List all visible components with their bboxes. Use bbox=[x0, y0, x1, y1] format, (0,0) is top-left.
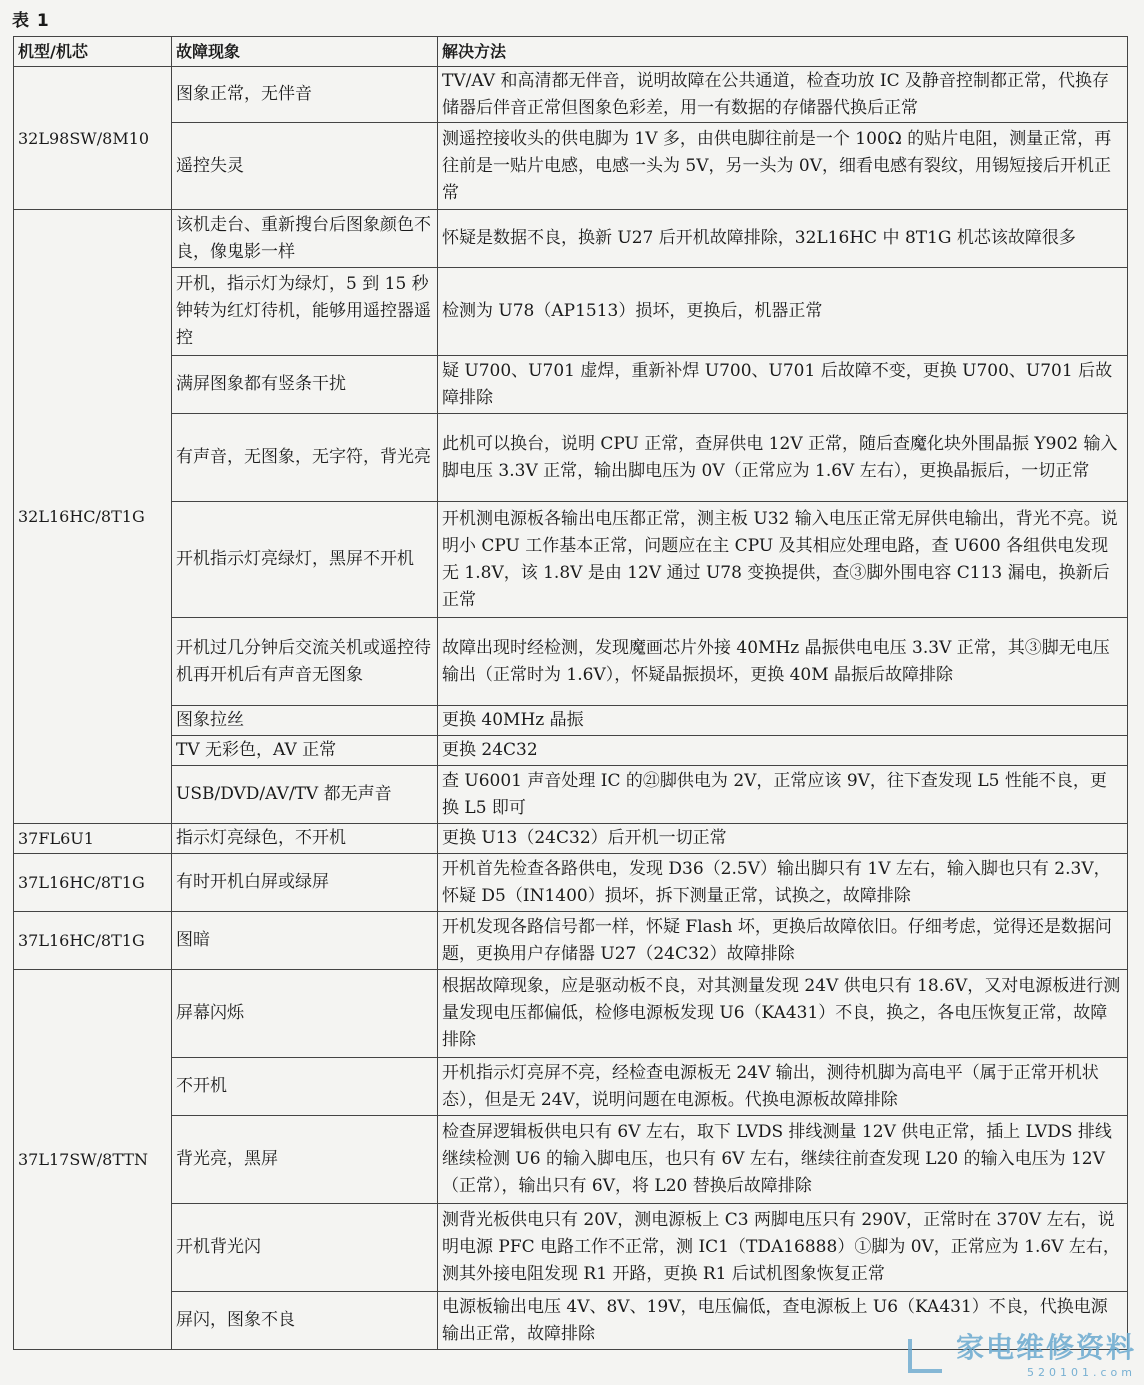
table-row bbox=[14, 854, 1128, 912]
table-row bbox=[14, 824, 1128, 854]
model-cell: 37L16HC/8T1G bbox=[14, 854, 172, 912]
solution-cell: TV/AV 和高清都无伴音，说明故障在公共通道，检查功放 IC 及静音控制都正常，代换存储器后伴音正常但图象色彩差，用一有数据的存储器代换后正常 bbox=[438, 67, 1128, 123]
model-cell: 32L16HC/8T1G bbox=[14, 210, 172, 824]
symptom-cell: 开机过几分钟后交流关机或遥控待机再开机后有声音无图象 bbox=[172, 618, 438, 706]
symptom-cell: 开机背光闪 bbox=[172, 1204, 438, 1292]
table-row bbox=[14, 736, 1128, 766]
repair-table bbox=[13, 36, 1128, 1350]
symptom-cell: 开机，指示灯为绿灯，5 到 15 秒钟转为红灯待机，能够用遥控器遥控 bbox=[172, 268, 438, 356]
solution-cell: 查 U6001 声音处理 IC 的㉑脚供电为 2V，正常应该 9V，往下查发现 L5 性能不良，更换 L5 即可 bbox=[438, 766, 1128, 824]
table-row bbox=[14, 67, 1128, 123]
symptom-cell: 满屏图象都有竖条干扰 bbox=[172, 356, 438, 414]
model-cell: 37L16HC/8T1G bbox=[14, 912, 172, 970]
solution-cell: 怀疑是数据不良，换新 U27 后开机故障排除，32L16HC 中 8T1G 机芯该故障很多 bbox=[438, 210, 1128, 268]
symptom-cell: 有时开机白屏或绿屏 bbox=[172, 854, 438, 912]
table-row bbox=[14, 356, 1128, 414]
symptom-cell: USB/DVD/AV/TV 都无声音 bbox=[172, 766, 438, 824]
table-header bbox=[14, 37, 1128, 67]
symptom-cell: 该机走台、重新搜台后图象颜色不良，像鬼影一样 bbox=[172, 210, 438, 268]
table-caption: 表 1 bbox=[12, 11, 50, 31]
symptom-cell: 屏闪，图象不良 bbox=[172, 1292, 438, 1350]
symptom-cell: 屏幕闪烁 bbox=[172, 970, 438, 1058]
solution-cell: 更换 24C32 bbox=[438, 736, 1128, 766]
solution-cell: 更换 40MHz 晶振 bbox=[438, 706, 1128, 736]
solution-cell: 开机首先检查各路供电，发现 D36（2.5V）输出脚只有 1V 左右，输入脚也只有 2.3V，怀疑 D5（IN1400）损坏，拆下测量正常，试换之，故障排除 bbox=[438, 854, 1128, 912]
symptom-cell: 图象正常，无伴音 bbox=[172, 67, 438, 123]
solution-cell: 开机发现各路信号都一样，怀疑 Flash 坏，更换后故障依旧。仔细考虑，觉得还是数据问题，更换用户存储器 U27（24C32）故障排除 bbox=[438, 912, 1128, 970]
solution-cell: 测背光板供电只有 20V，测电源板上 C3 两脚电压只有 290V，正常时在 370V 左右，说明电源 PFC 电路工作不正常，测 IC1（TDA16888）①脚为 0V，正常应为 1.6V 左右，测其外接电阻发现 R1 开路，更换 R1 后试机图象恢复正常 bbox=[438, 1204, 1128, 1292]
solution-cell: 根据故障现象，应是驱动板不良，对其测量发现 24V 供电只有 18.6V，又对电源板进行测量发现电压都偏低，检修电源板发现 U6（KA431）不良，换之，各电压恢复正常，故障排除 bbox=[438, 970, 1128, 1058]
table-row bbox=[14, 912, 1128, 970]
model-cell: 37FL6U1 bbox=[14, 824, 172, 854]
solution-cell: 开机指示灯亮屏不亮，经检查电源板无 24V 输出，测待机脚为高电平（属于正常开机状态），但是无 24V，说明问题在电源板。代换电源板故障排除 bbox=[438, 1058, 1128, 1116]
symptom-cell: 不开机 bbox=[172, 1058, 438, 1116]
solution-cell: 疑 U700、U701 虚焊，重新补焊 U700、U701 后故障不变，更换 U700、U701 后故障排除 bbox=[438, 356, 1128, 414]
table-row bbox=[14, 706, 1128, 736]
table-row bbox=[14, 268, 1128, 356]
solution-cell: 更换 U13（24C32）后开机一切正常 bbox=[438, 824, 1128, 854]
watermark-text: 家电维修资料 bbox=[955, 1331, 1136, 1364]
symptom-cell: 遥控失灵 bbox=[172, 123, 438, 210]
table-row bbox=[14, 502, 1128, 618]
table-row bbox=[14, 970, 1128, 1058]
symptom-cell: 背光亮，黑屏 bbox=[172, 1116, 438, 1204]
table-row bbox=[14, 1116, 1128, 1204]
header-row bbox=[14, 37, 1128, 67]
symptom-cell: 有声音，无图象，无字符，背光亮 bbox=[172, 414, 438, 502]
solution-cell: 故障出现时经检测，发现魔画芯片外接 40MHz 晶振供电电压 3.3V 正常，其③脚无电压输出（正常时为 1.6V），怀疑晶振损坏，更换 40M 晶振后故障排除 bbox=[438, 618, 1128, 706]
model-cell: 32L98SW/8M10 bbox=[14, 67, 172, 210]
table-body bbox=[14, 67, 1128, 1350]
solution-cell: 检查屏逻辑板供电只有 6V 左右，取下 LVDS 排线测量 12V 供电正常，插上 LVDS 排线继续检测 U6 的输入脚电压，也只有 6V 左右，继续往前查发现 L20 的输入电压为 12V（正常），输出只有 6V，将 L20 替换后故障排除 bbox=[438, 1116, 1128, 1204]
table-row bbox=[14, 766, 1128, 824]
model-cell: 37L17SW/8TTN bbox=[14, 970, 172, 1350]
symptom-cell: 指示灯亮绿色，不开机 bbox=[172, 824, 438, 854]
table-row bbox=[14, 1058, 1128, 1116]
table-row bbox=[14, 123, 1128, 210]
solution-cell: 电源板输出电压 4V、8V、19V，电压偏低，查电源板上 U6（KA431）不良，代换电源输出正常，故障排除 bbox=[438, 1292, 1128, 1350]
table-row bbox=[14, 618, 1128, 706]
table-row bbox=[14, 1204, 1128, 1292]
solution-cell: 开机测电源板各输出电压都正常，测主板 U32 输入电压正常无屏供电输出，背光不亮。说明小 CPU 工作基本正常，问题应在主 CPU 及其相应处理电路，查 U600 各组供电发现无 1.8V，该 1.8V 是由 12V 通过 U78 变换提供，查③脚外围电容 C113 漏电，换新后正常 bbox=[438, 502, 1128, 618]
symptom-cell: TV 无彩色，AV 正常 bbox=[172, 736, 438, 766]
symptom-cell: 图暗 bbox=[172, 912, 438, 970]
table-row bbox=[14, 414, 1128, 502]
solution-cell: 检测为 U78（AP1513）损坏，更换后，机器正常 bbox=[438, 268, 1128, 356]
header-symptom: 故障现象 bbox=[172, 37, 438, 67]
table-row bbox=[14, 1292, 1128, 1350]
solution-cell: 测遥控接收头的供电脚为 1V 多，由供电脚往前是一个 100Ω 的贴片电阻，测量正常，再往前是一贴片电感，电感一头为 5V，另一头为 0V，细看电感有裂纹，用锡短接后开机正常 bbox=[438, 123, 1128, 210]
header-model: 机型/机芯 bbox=[14, 37, 172, 67]
symptom-cell: 开机指示灯亮绿灯，黑屏不开机 bbox=[172, 502, 438, 618]
header-solution: 解决方法 bbox=[438, 37, 1128, 67]
symptom-cell: 图象拉丝 bbox=[172, 706, 438, 736]
watermark-url: 520101.com bbox=[1027, 1366, 1136, 1379]
table-row bbox=[14, 210, 1128, 268]
solution-cell: 此机可以换台，说明 CPU 正常，查屏供电 12V 正常，随后查魔化块外围晶振 Y902 输入脚电压 3.3V 正常，输出脚电压为 0V（正常应为 1.6V 左右），更换晶振后，一切正常 bbox=[438, 414, 1128, 502]
